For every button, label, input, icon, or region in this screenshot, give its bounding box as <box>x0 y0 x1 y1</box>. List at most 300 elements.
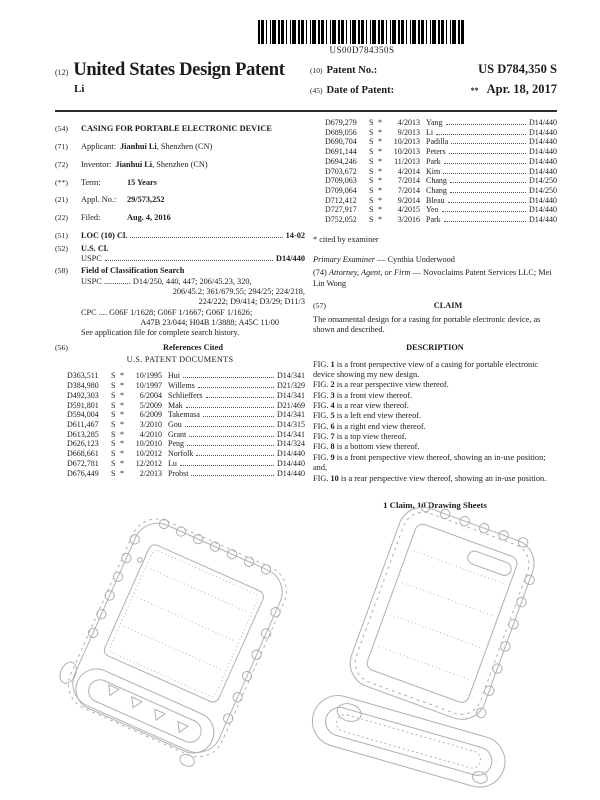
figure-description <box>313 474 557 484</box>
header-right <box>310 62 557 102</box>
ref-inventor: Peters <box>426 147 446 157</box>
field-code: (**) <box>55 177 68 187</box>
ref-inventor: Norfolk <box>168 449 194 459</box>
attorney-label: Attorney, Agent, or Firm <box>328 268 411 278</box>
ref-kind: S <box>369 118 374 127</box>
ref-kind: S <box>369 137 374 147</box>
field-classification-search <box>55 266 305 339</box>
term-extension-stars: ** <box>470 86 479 95</box>
patent-date: Apr. 18, 2017 <box>486 82 557 96</box>
field-filed <box>55 213 305 223</box>
reference-row <box>55 459 305 469</box>
ref-number: D712,412 <box>325 195 357 205</box>
ref-number: D694,246 <box>325 156 357 166</box>
date-label: Date of Patent: <box>326 85 395 96</box>
field-appl-no <box>55 195 305 205</box>
appl-no-value: 29/573,252 <box>127 195 165 205</box>
ref-number: D709,064 <box>325 185 357 195</box>
dot-leader <box>105 260 273 261</box>
fig-prefix: FIG. <box>313 421 329 431</box>
dot-leader <box>189 436 274 437</box>
ref-class: D14/440 <box>529 195 557 205</box>
applicant-name: Jianhui Li <box>120 141 157 151</box>
fig-prefix: FIG. <box>313 390 329 400</box>
figure-description <box>313 442 557 452</box>
patent-no-label: Patent No.: <box>326 65 378 76</box>
applicant-label: Applicant: <box>81 141 117 151</box>
reference-row <box>313 118 557 128</box>
ref-star: * <box>378 215 382 225</box>
ref-date: 4/2013 <box>397 118 420 127</box>
ref-kind: S <box>369 176 374 186</box>
loc-class-label: LOC (10) Cl. <box>81 231 128 241</box>
ref-number: D727,917 <box>325 205 357 215</box>
dot-leader <box>450 192 526 193</box>
examiner-name: Cynthia Underwood <box>387 255 455 265</box>
ref-number: D709,063 <box>325 176 357 186</box>
field-code: (21) <box>55 195 68 205</box>
reference-row <box>313 128 557 138</box>
fig-text: is a left end view thereof. <box>336 411 422 421</box>
ref-class: D14/440 <box>529 118 557 127</box>
ref-class: D14/440 <box>529 137 557 147</box>
dot-leader <box>444 163 526 164</box>
ref-date: 10/2013 <box>393 137 420 147</box>
dot-leader <box>444 221 526 222</box>
field-code: (58) <box>55 266 68 276</box>
ref-class: D14/315 <box>277 419 305 429</box>
fig-number: 4 <box>330 401 335 411</box>
ref-class: D14/440 <box>529 147 557 157</box>
header-left <box>55 60 310 95</box>
ref-kind: S <box>111 400 116 410</box>
ref-kind: S <box>369 215 374 225</box>
ref-number: D679,279 <box>325 118 357 127</box>
ref-date: 10/1995 <box>135 371 162 381</box>
ref-inventor: Padilla <box>426 137 449 147</box>
ref-star: * <box>120 419 124 429</box>
ref-class: D14/341 <box>277 371 305 381</box>
field-references-cited <box>55 343 305 353</box>
ref-kind: S <box>111 439 116 449</box>
separator-dash: — <box>377 255 386 265</box>
reference-row <box>313 205 557 215</box>
claim-text: The ornamental design for a casing for portable electronic device, as shown and described. <box>313 314 541 334</box>
reference-row <box>313 167 557 177</box>
claims-sheets-note: 1 Claim, 10 Drawing Sheets <box>383 499 487 510</box>
fig-number: 7 <box>330 432 335 442</box>
ref-number: D363,511 <box>67 371 99 381</box>
ref-kind: S <box>111 468 116 478</box>
ref-date: 2/2013 <box>139 468 162 478</box>
ref-number: D676,449 <box>67 468 99 478</box>
ref-date: 5/2009 <box>139 400 162 410</box>
figure-description <box>313 422 557 432</box>
ref-inventor: Park <box>426 215 441 225</box>
ref-inventor: Hui <box>168 371 180 381</box>
ref-date: 4/2010 <box>139 429 162 439</box>
ref-inventor: Mak <box>168 400 183 410</box>
ref-date: 10/1997 <box>135 381 162 391</box>
field-term <box>55 178 305 188</box>
uspc-search-line: 224/222; D9/414; D3/29; D11/3 <box>198 297 305 307</box>
reference-row <box>55 391 305 401</box>
field-code: (56) <box>55 342 68 352</box>
reference-row <box>313 215 557 225</box>
figure-descriptions <box>313 360 557 484</box>
dot-leader <box>191 475 274 476</box>
ref-kind: S <box>111 410 116 420</box>
fig-number: 2 <box>330 380 335 390</box>
dot-leader <box>206 397 274 398</box>
ref-date: 3/2010 <box>139 419 162 429</box>
ref-star: * <box>378 166 382 176</box>
ref-star: * <box>378 195 382 205</box>
fig-prefix: FIG. <box>313 432 329 442</box>
reference-row <box>313 176 557 186</box>
dot-leader <box>451 143 526 144</box>
claim-heading: CLAIM <box>433 301 463 311</box>
ref-date: 12/2012 <box>135 458 162 468</box>
ref-kind: S <box>111 458 116 468</box>
reference-row <box>55 469 305 479</box>
reference-row <box>313 196 557 206</box>
ref-class: D21/469 <box>277 400 305 410</box>
field-loc-class <box>55 231 305 241</box>
field-us-class <box>55 244 305 265</box>
ref-inventor: Probst <box>168 468 189 478</box>
ref-kind: S <box>111 371 116 381</box>
fig-text: is a front perspective view thereof, showing an in-use position; and, <box>313 452 546 473</box>
ref-number: D384,980 <box>67 381 99 391</box>
ref-number: D613,285 <box>67 429 99 439</box>
uspc-label: USPC <box>81 253 102 263</box>
dot-leader <box>449 153 526 154</box>
field-applicant <box>55 142 305 152</box>
ref-class: D14/250 <box>529 185 557 195</box>
dot-leader <box>187 445 274 446</box>
ref-kind: S <box>111 390 116 400</box>
patent-no-code: (10) <box>310 66 323 75</box>
ref-class: D14/341 <box>277 390 305 400</box>
reference-row <box>55 371 305 381</box>
ref-kind: S <box>369 185 374 195</box>
fig-number: 1 <box>330 359 335 369</box>
ref-kind: S <box>369 147 374 157</box>
ref-inventor: Gou <box>168 419 182 429</box>
fig-number: 5 <box>330 411 335 421</box>
ref-star: * <box>378 137 382 147</box>
ref-inventor: Schlieffers <box>168 390 203 400</box>
separator-dash: — <box>412 268 421 278</box>
dot-leader <box>448 202 526 203</box>
primary-examiner-line <box>313 255 557 265</box>
dot-leader <box>185 426 274 427</box>
ref-star: * <box>120 458 124 468</box>
ref-number: D591,801 <box>67 400 99 410</box>
fig-prefix: FIG. <box>313 401 329 411</box>
ref-date: 9/2014 <box>397 195 420 205</box>
us-patent-documents-heading: U.S. PATENT DOCUMENTS <box>126 355 234 365</box>
front-perspective-drawing <box>56 498 298 796</box>
ref-date: 11/2013 <box>394 156 420 166</box>
ref-date: 9/2013 <box>397 127 420 137</box>
ref-inventor: Peng <box>168 439 184 449</box>
ref-kind: S <box>111 381 116 391</box>
figure-description <box>313 360 557 381</box>
uspc-search-line: 206/45.2; 361/679.55; 294/25; 224/218, <box>172 286 305 296</box>
dot-leader <box>436 134 526 135</box>
ref-inventor: Grant <box>168 429 187 439</box>
field-title <box>55 124 305 134</box>
cpc-search-line: CPC .... G06F 1/1628; G06F 1/1667; G06F 1/1626; <box>81 307 253 317</box>
dot-leader <box>450 182 526 183</box>
search-history-note: See application file for complete search history. <box>81 328 240 338</box>
ref-number: D689,056 <box>325 127 357 137</box>
reference-row <box>313 157 557 167</box>
fig-text: is a bottom view thereof. <box>336 442 420 452</box>
ref-kind: S <box>369 195 374 205</box>
ref-kind: S <box>369 205 374 215</box>
dot-leader <box>130 237 282 238</box>
barcode <box>258 20 466 55</box>
ref-date: 7/2014 <box>397 185 420 195</box>
ref-inventor: Lu <box>168 458 177 468</box>
dot-leader <box>442 211 526 212</box>
invention-title: CASING FOR PORTABLE ELECTRONIC DEVICE <box>81 124 272 133</box>
filed-label: Filed: <box>81 213 101 223</box>
ref-number: D703,672 <box>325 166 357 176</box>
header-divider <box>55 110 557 112</box>
reference-row <box>55 439 305 449</box>
ref-number: D626,123 <box>67 439 99 449</box>
reference-row <box>55 381 305 391</box>
figure-description <box>313 453 557 474</box>
ref-star: * <box>378 127 382 137</box>
dot-leader <box>196 455 274 456</box>
figure-description <box>313 391 557 401</box>
fig-text: is a front perspective view of a casing for portable electronic device showing my new design. <box>313 359 539 379</box>
left-column <box>55 124 305 482</box>
ref-number: D690,704 <box>325 137 357 147</box>
fig-number: 8 <box>330 442 335 452</box>
reference-row <box>55 449 305 459</box>
ref-inventor: Bleau <box>426 195 445 205</box>
ref-star: * <box>378 156 382 166</box>
kind-code: (12) <box>55 68 69 77</box>
ref-date: 6/2004 <box>139 390 162 400</box>
document-title: United States Design Patent <box>73 60 285 80</box>
ref-star: * <box>120 400 124 410</box>
ref-number: D752,052 <box>325 215 357 225</box>
ref-class: D21/329 <box>277 381 305 391</box>
fig-prefix: FIG. <box>313 473 329 483</box>
description-heading: DESCRIPTION <box>406 343 464 353</box>
ref-inventor: Chang <box>426 176 447 186</box>
dot-leader <box>186 407 274 408</box>
inventor-name: Jianhui Li <box>115 159 153 169</box>
ref-class: D14/250 <box>529 176 557 186</box>
ref-date: 10/2012 <box>135 449 162 459</box>
fig-number: 10 <box>330 473 339 483</box>
dot-leader <box>198 387 274 388</box>
dot-leader <box>443 173 526 174</box>
ref-class: D14/440 <box>277 458 305 468</box>
examiner-label: Primary Examiner <box>313 255 375 265</box>
ref-kind: S <box>111 429 116 439</box>
uspc-value: D14/440 <box>275 253 305 263</box>
rear-perspective-drawing <box>296 496 554 798</box>
date-code: (45) <box>310 86 323 95</box>
ref-date: 7/2014 <box>397 176 420 186</box>
ref-kind: S <box>111 449 116 459</box>
ref-inventor: Takemasa <box>168 410 200 420</box>
ref-date: 10/2013 <box>393 147 420 157</box>
fig-number: 3 <box>330 390 335 400</box>
barcode-label: US00D784350S <box>329 45 395 55</box>
ref-inventor: Willems <box>168 381 195 391</box>
ref-star: * <box>120 410 124 420</box>
ref-date: 3/2016 <box>397 215 420 225</box>
ref-class: D14/440 <box>529 156 557 166</box>
ref-number: D668,661 <box>67 449 99 459</box>
ref-star: * <box>120 371 124 381</box>
patent-number: US D784,350 S <box>478 62 557 76</box>
cited-by-examiner-note: * cited by examiner <box>313 234 379 244</box>
inventor-label: Inventor: <box>81 159 112 169</box>
references-cited-heading: References Cited <box>163 342 223 352</box>
attorney-line <box>313 268 557 289</box>
ref-star: * <box>120 390 124 400</box>
field-code: (51) <box>55 231 68 241</box>
reference-row <box>313 147 557 157</box>
ref-class: D14/440 <box>529 166 557 176</box>
ref-star: * <box>120 381 124 391</box>
ref-date: 4/2014 <box>397 166 420 176</box>
right-column <box>313 118 557 511</box>
fig-text: is a right end view thereof. <box>336 421 426 431</box>
ref-kind: S <box>369 166 374 176</box>
ref-class: D14/440 <box>529 205 557 215</box>
ref-star: * <box>378 118 382 127</box>
ref-number: D492,303 <box>67 390 99 400</box>
fig-text: is a rear view thereof. <box>336 401 409 411</box>
ref-number: D672,781 <box>67 458 99 468</box>
ref-inventor: Kim <box>426 166 441 176</box>
ref-date: 4/2015 <box>397 205 420 215</box>
field-code: (72) <box>55 159 68 169</box>
figure-description <box>313 411 557 421</box>
dot-leader <box>203 416 274 417</box>
fig-prefix: FIG. <box>313 411 329 421</box>
ref-date: 10/2010 <box>135 439 162 449</box>
classification-search-label: Field of Classification Search <box>81 266 185 276</box>
reference-row <box>55 430 305 440</box>
fig-text: is a rear perspective view thereof, showing an in-use position. <box>340 473 547 483</box>
ref-class: D14/324 <box>277 439 305 449</box>
term-value: 15 Years <box>127 177 157 187</box>
barcode-image <box>258 20 466 44</box>
ref-inventor: Park <box>426 156 441 166</box>
reference-row <box>313 186 557 196</box>
field-code: (52) <box>55 243 68 253</box>
reference-row <box>55 420 305 430</box>
claim-code: (57) <box>313 301 326 311</box>
term-label: Term: <box>81 177 101 187</box>
inventor-location: , Shenzhen (CN) <box>152 159 208 169</box>
cpc-search-line: A47B 23/044; H04B 1/3888; A45C 11/00 <box>140 318 279 328</box>
ref-star: * <box>120 439 124 449</box>
ref-class: D14/341 <box>277 429 305 439</box>
loc-class-value: 14-02 <box>285 231 305 241</box>
ref-kind: S <box>111 419 116 429</box>
fig-prefix: FIG. <box>313 380 329 390</box>
ref-star: * <box>378 176 382 186</box>
ref-number: D611,467 <box>67 419 99 429</box>
reference-table-right <box>313 118 557 225</box>
filed-value: Aug. 4, 2016 <box>127 213 171 223</box>
ref-kind: S <box>369 127 374 137</box>
field-code: (71) <box>55 141 68 151</box>
field-code: (22) <box>55 213 68 223</box>
dot-leader <box>446 124 526 125</box>
ref-star: * <box>378 185 382 195</box>
figure-description <box>313 380 557 390</box>
figure-description <box>313 432 557 442</box>
fig-text: is a top view thereof. <box>336 432 407 442</box>
ref-star: * <box>120 429 124 439</box>
claim-heading-row <box>313 301 557 311</box>
attorney-code: (74) <box>313 268 327 278</box>
fig-prefix: FIG. <box>313 452 329 462</box>
ref-inventor: Li <box>426 127 434 137</box>
applicant-location: , Shenzhen (CN) <box>156 141 213 151</box>
reference-table-left <box>55 371 305 478</box>
reference-row <box>55 410 305 420</box>
ref-class: D14/440 <box>529 127 557 137</box>
uspc-search-line: USPC ............. D14/250, 440, 447; 206/45.23, 320, <box>81 276 252 286</box>
ref-class: D14/341 <box>277 410 305 420</box>
ref-star: * <box>378 205 382 215</box>
fig-number: 9 <box>330 452 335 462</box>
ref-inventor: Chang <box>426 185 447 195</box>
dot-leader <box>183 377 274 378</box>
reference-row <box>55 401 305 411</box>
ref-kind: S <box>369 156 374 166</box>
dot-leader <box>180 465 274 466</box>
us-class-label: U.S. Cl. <box>81 243 109 253</box>
appl-no-label: Appl. No.: <box>81 195 117 205</box>
field-code: (54) <box>55 124 68 133</box>
ref-star: * <box>120 449 124 459</box>
field-inventor <box>55 160 305 170</box>
ref-class: D14/440 <box>529 215 557 225</box>
ref-inventor: Yeo <box>426 205 439 215</box>
ref-inventor: Yang <box>426 118 443 127</box>
fig-prefix: FIG. <box>313 359 329 369</box>
fig-prefix: FIG. <box>313 442 329 452</box>
ref-class: D14/440 <box>277 468 305 478</box>
inventor-surname: Li <box>74 83 85 95</box>
attorney-name: Novoclaims Patent Services LLC; Mei Lin Wong <box>313 268 552 288</box>
ref-class: D14/440 <box>277 449 305 459</box>
ref-star: * <box>120 468 124 478</box>
figure-description <box>313 401 557 411</box>
ref-number: D594,004 <box>67 410 99 420</box>
ref-number: D691,144 <box>325 147 357 157</box>
ref-date: 6/2009 <box>139 410 162 420</box>
reference-row <box>313 137 557 147</box>
